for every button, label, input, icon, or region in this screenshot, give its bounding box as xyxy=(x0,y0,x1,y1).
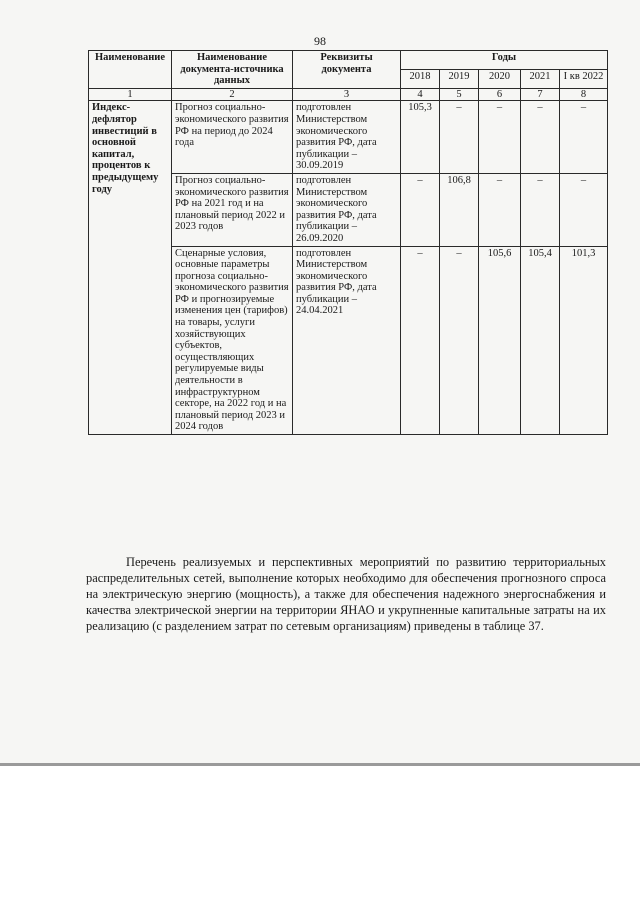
indicator-name: Индекс-дефлятор инвестиций в основной капитал, процентов к предыдущему году xyxy=(89,101,172,435)
value-cell: 106,8 xyxy=(440,173,479,246)
value-cell: – xyxy=(521,101,560,174)
value-cell: 105,6 xyxy=(479,246,521,435)
scan-edge xyxy=(0,763,640,766)
header-years: Годы xyxy=(401,51,608,70)
column-number: 6 xyxy=(479,88,521,101)
source-cell: Сценарные условия, основные параметры прогноза социально-экономического развития РФ и прогнозируемые изменения цен (тарифов) на товары, услуги хозяйствующих субъектов, осуществляющих регулируемые виды деятельности в инфраструктурном секторе, на 2022 год и на плановый период 2023 и 2024 годов xyxy=(172,246,293,435)
value-cell: – xyxy=(401,173,440,246)
column-number: 7 xyxy=(521,88,560,101)
year-header: 2021 xyxy=(521,69,560,88)
year-header: 2018 xyxy=(401,69,440,88)
column-number: 3 xyxy=(293,88,401,101)
body-paragraph xyxy=(86,554,606,634)
year-header: 2020 xyxy=(479,69,521,88)
column-number: 1 xyxy=(89,88,172,101)
value-cell: 105,3 xyxy=(401,101,440,174)
value-cell: 105,4 xyxy=(521,246,560,435)
value-cell: 101,3 xyxy=(560,246,608,435)
column-number: 5 xyxy=(440,88,479,101)
value-cell: – xyxy=(479,101,521,174)
header-name: Наименование xyxy=(89,51,172,89)
column-number: 8 xyxy=(560,88,608,101)
value-cell: – xyxy=(521,173,560,246)
source-cell: Прогноз социально-экономического развития РФ на период до 2024 года xyxy=(172,101,293,174)
deflator-table xyxy=(88,50,608,435)
header-source: Наименование документа-источника данных xyxy=(172,51,293,89)
paragraph-text: Перечень реализуемых и перспективных мероприятий по развитию территориальных распределительных сетей, выполнение которых необходимо для обеспечения прогнозного спроса на электрическую энергию (мощность), а также для обеспечения надежного энергоснабжения и качества электрической энергии на территории ЯНАО и укрупненные капитальные затраты на их реализацию (с разделением затрат по сетевым организациям) приведены в таблице 37. xyxy=(86,555,606,633)
value-cell: – xyxy=(479,173,521,246)
requisites-cell: подготовлен Министерством экономического развития РФ, дата публикации – 26.09.2020 xyxy=(293,173,401,246)
year-header: I кв 2022 xyxy=(560,69,608,88)
header-row xyxy=(89,51,608,70)
column-number: 4 xyxy=(401,88,440,101)
value-cell: – xyxy=(440,246,479,435)
table-row xyxy=(89,101,608,174)
column-number: 2 xyxy=(172,88,293,101)
requisites-cell: подготовлен Министерством экономического развития РФ, дата публикации – 24.04.2021 xyxy=(293,246,401,435)
value-cell: – xyxy=(401,246,440,435)
source-cell: Прогноз социально-экономического развития РФ на 2021 год и на плановый период 2022 и 2023 годов xyxy=(172,173,293,246)
value-cell: – xyxy=(560,173,608,246)
value-cell: – xyxy=(560,101,608,174)
value-cell: – xyxy=(440,101,479,174)
column-number-row xyxy=(89,88,608,101)
page-number: 98 xyxy=(314,34,326,48)
header-requisites: Реквизиты документа xyxy=(293,51,401,89)
year-header: 2019 xyxy=(440,69,479,88)
requisites-cell: подготовлен Министерством экономического развития РФ, дата публикации – 30.09.2019 xyxy=(293,101,401,174)
